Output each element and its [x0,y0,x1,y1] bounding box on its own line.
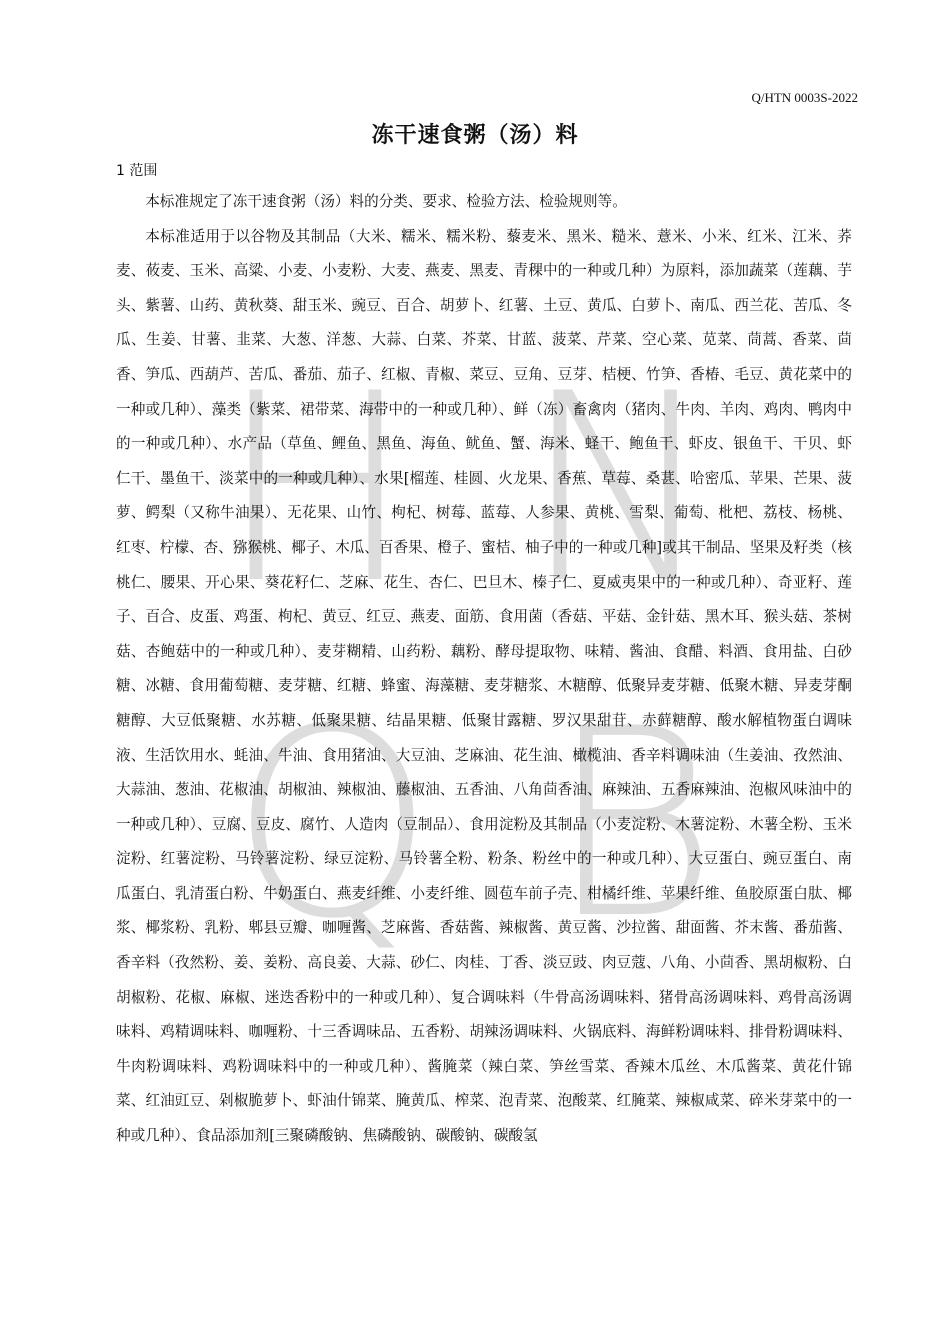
watermark-letter-n: N [522,339,717,641]
watermark-letter-h: H [218,339,414,641]
paragraph: 本标准适用于以谷物及其制品（大米、糯米、糯米粉、藜麦米、黑米、糙米、薏米、小米、红米、江米、荞麦、莜麦、玉米、高粱、小麦、小麦粉、大麦、燕麦、黑麦、青稞中的一种或几种）为原料，添加蔬菜（莲藕、芋头、紫薯、山药、黄秋葵、甜玉米、豌豆、百合、胡萝卜、红薯、土豆、黄瓜、白萝卜、南瓜、西兰花、苦瓜、冬瓜、生姜、甘薯、韭菜、大葱、洋葱、大蒜、白菜、芥菜、甘蓝、菠菜、芹菜、空心菜、苋菜、茼蒿、香菜、茴香、笋瓜、西葫芦、苦瓜、番茄、茄子、红椒、青椒、菜豆、豆角、豆芽、桔梗、竹笋、香椿、毛豆、黄花菜中的一种或几种）、藻类（紫菜、裙带菜、海带中的一种或几种）、鲜（冻）畜禽肉（猪肉、牛肉、羊肉、鸡肉、鸭肉中的一种或几种）、水产品（草鱼、鲤鱼、黑鱼、海鱼、鱿鱼、蟹、海米、蛏干、鲍鱼干、虾皮、银鱼干、干贝、虾仁干、墨鱼干、淡菜中的一种或几种）、水果[榴莲、桂圆、火龙果、香蕉、草莓、桑葚、哈密瓜、苹果、芒果、菠萝、鳄梨（又称牛油果）、无花果、山竹、枸杞、树莓、蓝莓、人参果、黄桃、雪梨、葡萄、枇杷、荔枝、杨桃、红枣、柠檬、杏、猕猴桃、椰子、木瓜、百香果、橙子、蜜桔、柚子中的一种或几种]或其干制品、坚果及籽类（核桃仁、腰果、开心果、葵花籽仁、芝麻、花生、杏仁、巴旦木、榛子仁、夏威夷果中的一种或几种）、奇亚籽、莲子、百合、皮蛋、鸡蛋、枸杞、黄豆、红豆、燕麦、面筋、食用菌（香菇、平菇、金针菇、黑木耳、猴头菇、茶树菇、杏鲍菇中的一种或几种）、麦芽糊精、山药粉、藕粉、酵母提取物、味精、酱油、食醋、料酒、食用盐、白砂糖、冰糖、食用葡萄糖、麦芽糖、红糖、蜂蜜、海藻糖、麦芽糖浆、木糖醇、低聚异麦芽糖、低聚木糖、异麦芽酮糖醇、大豆低聚糖、水苏糖、低聚果糖、结晶果糖、低聚甘露糖、罗汉果甜苷、赤藓糖醇、酸水解植物蛋白调味液、生活饮用水、蚝油、牛油、食用猪油、大豆油、芝麻油、花生油、橄榄油、香辛料调味油（生姜油、孜然油、大蒜油、葱油、花椒油、胡椒油、辣椒油、藤椒油、五香油、八角茴香油、麻辣油、五香麻辣油、泡椒风味油中的一种或几种）、豆腐、豆皮、腐竹、人造肉（豆制品）、食用淀粉及其制品（小麦淀粉、木薯淀粉、木薯全粉、玉米淀粉、红薯淀粉、马铃薯淀粉、绿豆淀粉、马铃薯全粉、粉条、粉丝中的一种或几种）、大豆蛋白、豌豆蛋白、南瓜蛋白、乳清蛋白粉、牛奶蛋白、燕麦纤维、小麦纤维、圆苞车前子壳、柑橘纤维、苹果纤维、鱼胶原蛋白肽、椰浆、椰浆粉、乳粉、郫县豆瓣、咖喱酱、芝麻酱、香菇酱、辣椒酱、黄豆酱、沙拉酱、甜面酱、芥末酱、番茄酱、 香辛料（孜然粉、姜、姜粉、高良姜、大蒜、砂仁、肉桂、丁香、淡豆豉、肉豆蔻、八角、小茴香、黑胡椒粉、白胡椒粉、花椒、麻椒、迷迭香粉中的一种或几种）、复合调味料（牛骨高汤调味料、猪骨高汤调味料、鸡骨高汤调味料、鸡精调味料、咖喱粉、十三香调味品、五香粉、胡辣汤调味料、火锅底料、海鲜粉调味料、排骨粉调味料、牛肉粉调味料、鸡粉调味料中的一种或几种）、酱腌菜（辣白菜、笋丝雪菜、香辣木瓜丝、木瓜酱菜、黄花什锦菜、红油豇豆、剁椒脆萝卜、虾油什锦菜、腌黄瓜、榨菜、泡青菜、泡酸菜、红腌菜、辣椒咸菜、碎米芽菜中的一种或几种）、食品添加剂[三聚磷酸钠、焦磷酸钠、碳酸钠、碳酸氢 [116,227,852,1145]
page-title: 冻干速食粥（汤）料 [371,123,579,148]
watermark-letter-b: B [548,674,719,976]
document-code: Q/HTN 0003S-2022 [751,90,858,105]
section-heading: 1 范围 [116,163,158,179]
body-text [116,185,852,1154]
paragraph: 本标准规定了冻干速食粥（汤）料的分类、要求、检验方法、检验规则等。 [145,193,627,210]
watermark-letter-q: Q [230,674,435,976]
